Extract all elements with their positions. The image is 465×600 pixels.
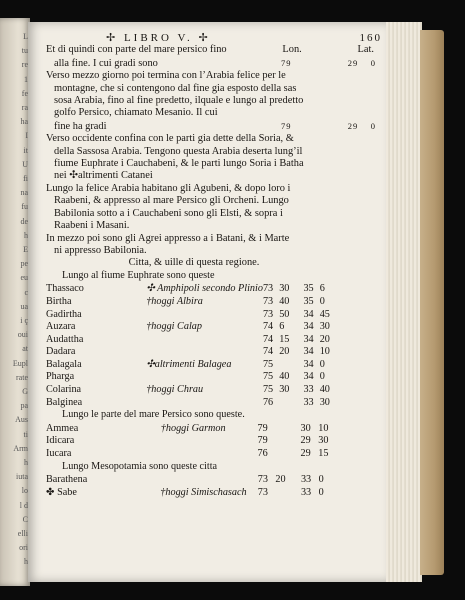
coordinate-value: 20 bbox=[275, 474, 286, 486]
coordinate-value: 50 bbox=[279, 308, 290, 320]
coordinate-value: 33 bbox=[303, 396, 314, 408]
para4-line: Lungo la felice Arabia habitano gli Agubeni, & dopo loro i bbox=[46, 182, 291, 194]
left-margin-fragment: i ç bbox=[20, 316, 28, 325]
para3-line: nei ✣altrimenti Catanei bbox=[54, 170, 153, 182]
coordinate-value: 34 bbox=[303, 321, 314, 333]
city-row bbox=[46, 487, 336, 500]
city-name: Pharga bbox=[46, 371, 75, 383]
city-sections bbox=[46, 270, 382, 500]
section-title: Lungo Mesopotamia sono queste citta bbox=[62, 460, 218, 472]
city-name: Balagala bbox=[46, 358, 82, 370]
left-margin-fragment: fi bbox=[23, 174, 28, 183]
para1-line2: alla fine. I cui gradi sono 79 29 0 bbox=[54, 57, 376, 69]
coordinate-value: 73 bbox=[262, 295, 274, 307]
left-margin-fragment: at bbox=[22, 344, 28, 354]
coordinate-value bbox=[279, 397, 295, 410]
coordinate-value: 20 bbox=[279, 346, 290, 358]
left-margin-fragment: ha bbox=[20, 117, 28, 127]
city-row bbox=[46, 397, 336, 410]
para5-line: In mezzo poi sono gli Agrei appresso a i Batani, & i Marte bbox=[46, 232, 290, 244]
city-name: Dadara bbox=[46, 346, 76, 358]
city-name: Colarina bbox=[46, 384, 82, 396]
coordinate-value: 0 bbox=[318, 486, 324, 498]
section-title: Lungo le parte del mare Persico sono queste. bbox=[62, 409, 245, 421]
coordinate-value: 0 bbox=[319, 371, 325, 383]
coordinate-value: 74 bbox=[262, 333, 274, 345]
left-margin-fragment: Arm bbox=[13, 443, 28, 453]
left-margin-fragment: rate bbox=[16, 372, 28, 382]
coordinate-value: 30 bbox=[279, 283, 290, 295]
page-number: 160 bbox=[359, 32, 382, 44]
coordinate-value: 34 bbox=[303, 308, 314, 320]
left-margin-fragment: na bbox=[20, 188, 28, 198]
coordinate-value: 33 bbox=[303, 384, 314, 396]
para3-line: della Sassosa Arabia. Tengono questa Arabia deserta lung’il bbox=[54, 145, 303, 157]
coordinate-value: 74 bbox=[262, 346, 274, 358]
coordinate-value: 35 bbox=[303, 295, 314, 307]
city-name: Audattha bbox=[46, 333, 84, 345]
city-name: Barathena bbox=[46, 474, 88, 486]
coordinate-value: 76 bbox=[257, 448, 268, 460]
city-row bbox=[46, 435, 336, 448]
city-note bbox=[161, 448, 258, 461]
left-margin-fragment: de bbox=[20, 216, 28, 226]
coordinate-value: 75 bbox=[262, 371, 274, 383]
city-name: Ammea bbox=[46, 422, 79, 434]
city-row bbox=[46, 321, 336, 334]
city-note: †hoggi Calap bbox=[146, 321, 202, 333]
left-margin-fragment: U bbox=[22, 159, 28, 169]
cities-heading: Citta, & uille di questa regione. bbox=[128, 257, 260, 269]
city-name: Iucara bbox=[46, 448, 72, 460]
coordinates-table bbox=[46, 423, 336, 461]
left-margin-fragment: h bbox=[24, 557, 28, 567]
left-margin-fragment: ua bbox=[20, 301, 28, 311]
city-row bbox=[46, 474, 336, 487]
coordinate-value: 40 bbox=[279, 371, 290, 383]
left-margin-fragment: G bbox=[22, 387, 28, 396]
col-lat: Lat. bbox=[357, 44, 374, 56]
city-note: †hoggi Chrau bbox=[146, 384, 204, 396]
left-margin-fragment: ori bbox=[19, 543, 28, 553]
coordinate-value bbox=[275, 423, 292, 436]
coordinate-value: 34 bbox=[303, 346, 314, 358]
running-header bbox=[46, 32, 382, 44]
coordinate-value bbox=[275, 448, 292, 461]
left-margin-fragment: E bbox=[23, 245, 28, 254]
coordinate-value: 6 bbox=[279, 321, 285, 333]
para2-line: golfo Persico, chiamato Mesanio. Il cui bbox=[54, 107, 218, 119]
coordinate-value: 15 bbox=[318, 448, 329, 460]
coordinate-value: 15 bbox=[279, 333, 290, 345]
coordinates-table bbox=[46, 283, 336, 409]
coordinate-value: 10 bbox=[318, 422, 329, 434]
coordinate-value: 34 bbox=[303, 358, 314, 370]
left-margin-fragment: re bbox=[21, 60, 28, 70]
city-row bbox=[46, 359, 336, 372]
left-margin-fragment: pe bbox=[20, 259, 28, 269]
left-margin-fragment: tu bbox=[21, 46, 28, 56]
para2-line: montagne, che si contengono dal fine gia esposto della sas bbox=[54, 82, 297, 94]
city-name: Balginea bbox=[46, 396, 83, 408]
para5-line: ni appresso Babilonia. bbox=[54, 244, 147, 256]
city-row bbox=[46, 283, 336, 296]
city-note: †hoggi Albira bbox=[146, 295, 203, 307]
para3-line: fiume Euphrate i Cauchabeni, & le parti lungo Soria i Batha bbox=[54, 158, 304, 170]
coordinate-value bbox=[275, 435, 292, 448]
coordinate-value: 0 bbox=[319, 295, 325, 307]
coordinate-value: 33 bbox=[300, 474, 312, 486]
city-name: ✤ Sabe bbox=[46, 486, 77, 498]
city-note bbox=[146, 346, 263, 359]
city-note bbox=[146, 309, 263, 322]
city-note: †hoggi Simischasach bbox=[160, 486, 247, 498]
left-margin-fragment: fu bbox=[21, 202, 28, 212]
left-margin-fragment: oui bbox=[17, 330, 28, 340]
city-name: Idicara bbox=[46, 435, 75, 447]
left-margin-fragment: l d bbox=[19, 500, 28, 510]
coordinate-value: 35 bbox=[303, 283, 314, 295]
coordinate-value: 30 bbox=[300, 422, 311, 434]
city-row bbox=[46, 423, 336, 436]
left-margin-fragment: c bbox=[24, 287, 28, 297]
left-margin-fragment: 1 bbox=[24, 74, 28, 84]
coordinate-value: 79 bbox=[257, 422, 268, 434]
coordinate-value: 75 bbox=[262, 384, 274, 396]
coordinate-value: 45 bbox=[319, 308, 330, 320]
city-note bbox=[146, 334, 263, 347]
city-note bbox=[160, 474, 257, 487]
para2-last: fine ha gradi 79 29 0 bbox=[54, 120, 376, 132]
city-row bbox=[46, 309, 336, 322]
coordinate-value: 73 bbox=[257, 474, 268, 486]
left-margin-fragment: elli bbox=[17, 529, 28, 538]
city-row bbox=[46, 346, 336, 359]
coordinate-value: 33 bbox=[300, 486, 312, 498]
page-text bbox=[46, 32, 382, 499]
coordinate-value: 73 bbox=[257, 486, 268, 498]
col-lon: Lon. bbox=[282, 44, 302, 56]
left-margin-fragment: C bbox=[22, 514, 28, 524]
coordinate-value: 34 bbox=[303, 371, 314, 383]
left-margin-fragment: h bbox=[24, 230, 28, 240]
city-note: ✣altrimenti Balagea bbox=[146, 358, 232, 370]
left-margin-fragment: h bbox=[24, 458, 28, 467]
coordinate-value: 29 bbox=[300, 435, 311, 447]
left-page-edge bbox=[0, 18, 30, 586]
section-title: Lungo al fiume Euphrate sono queste bbox=[62, 269, 215, 281]
coordinate-value: 40 bbox=[279, 295, 290, 307]
left-margin-fragment: Eupl bbox=[12, 358, 28, 368]
city-note bbox=[146, 371, 263, 384]
coordinate-value: 30 bbox=[318, 435, 329, 447]
city-note: ✣ Amphipoli secondo Plinio bbox=[146, 283, 263, 295]
left-margin-fragment: I bbox=[25, 131, 28, 141]
left-margin-fragment: it bbox=[23, 145, 28, 155]
city-row bbox=[46, 296, 336, 309]
left-margin-fragment: iuta bbox=[16, 472, 28, 482]
coordinate-value: 30 bbox=[319, 321, 330, 333]
book-cover-edge bbox=[420, 30, 444, 575]
coordinate-value bbox=[275, 487, 293, 500]
city-row bbox=[46, 448, 336, 461]
left-margin-fragment: ra bbox=[21, 103, 28, 112]
coordinate-value: 76 bbox=[262, 396, 274, 408]
coordinate-value: 34 bbox=[303, 333, 314, 345]
left-margin-fragment: L bbox=[23, 32, 28, 41]
para2-line: Verso mezzo giorno poi termina con l’Arabia felice per le bbox=[46, 70, 286, 82]
coordinate-value: 6 bbox=[319, 283, 325, 295]
city-name: Thassaco bbox=[46, 283, 84, 295]
running-title: ✢ LIBRO V. ✢ bbox=[106, 32, 211, 44]
para4-line: Raabeni, & appresso al mare Persico gli Orcheni. Lungo bbox=[54, 195, 289, 207]
coordinates-table bbox=[46, 474, 336, 499]
city-row bbox=[46, 371, 336, 384]
city-name: Birtha bbox=[46, 295, 72, 307]
para1-line1: Et di quindi con parte del mare persico fino Lon. Lat. bbox=[46, 44, 374, 56]
city-row bbox=[46, 384, 336, 397]
coordinate-value: 0 bbox=[319, 358, 325, 370]
coordinate-value: 73 bbox=[262, 283, 274, 295]
coordinate-value: 30 bbox=[319, 396, 330, 408]
coordinate-value: 75 bbox=[262, 358, 274, 370]
para4-line: Raabeni i Masani. bbox=[54, 220, 130, 232]
para4-line: Babilonia sotto a i Cauchabeni sono gli Elsti, & sopra i bbox=[54, 207, 283, 219]
left-margin-fragment: fe bbox=[21, 88, 28, 98]
page-stack-edge bbox=[386, 22, 422, 582]
coordinate-value: 30 bbox=[279, 384, 290, 396]
left-margin-fragment: lo bbox=[21, 486, 28, 496]
para3-line: Verso occidente confina con le parti gia dette della Soria, & bbox=[46, 133, 294, 145]
city-row bbox=[46, 334, 336, 347]
coordinate-value: 0 bbox=[318, 474, 324, 486]
city-note bbox=[146, 397, 263, 410]
coordinate-value: 73 bbox=[262, 308, 274, 320]
city-note: †hoggi Garmon bbox=[160, 422, 226, 434]
coordinate-value bbox=[279, 359, 295, 372]
coordinate-value: 79 bbox=[257, 435, 268, 447]
left-margin-fragment: eu bbox=[20, 273, 28, 283]
para2-line: sosa Arabia, fino al fine predetto, ilquale e lungo al predetto bbox=[54, 95, 304, 107]
left-margin-fragment: pa bbox=[20, 401, 28, 411]
city-note bbox=[161, 435, 258, 448]
coordinate-value: 20 bbox=[319, 333, 330, 345]
coordinate-value: 29 bbox=[300, 448, 311, 460]
coordinate-value: 40 bbox=[319, 384, 330, 396]
left-margin-fragment: Aus bbox=[15, 415, 28, 425]
city-name: Gadirtha bbox=[46, 308, 82, 320]
coordinate-value: 10 bbox=[319, 346, 330, 358]
coordinate-value: 74 bbox=[262, 321, 274, 333]
city-name: Auzara bbox=[46, 321, 76, 333]
left-margin-fragment: ti bbox=[23, 429, 28, 439]
